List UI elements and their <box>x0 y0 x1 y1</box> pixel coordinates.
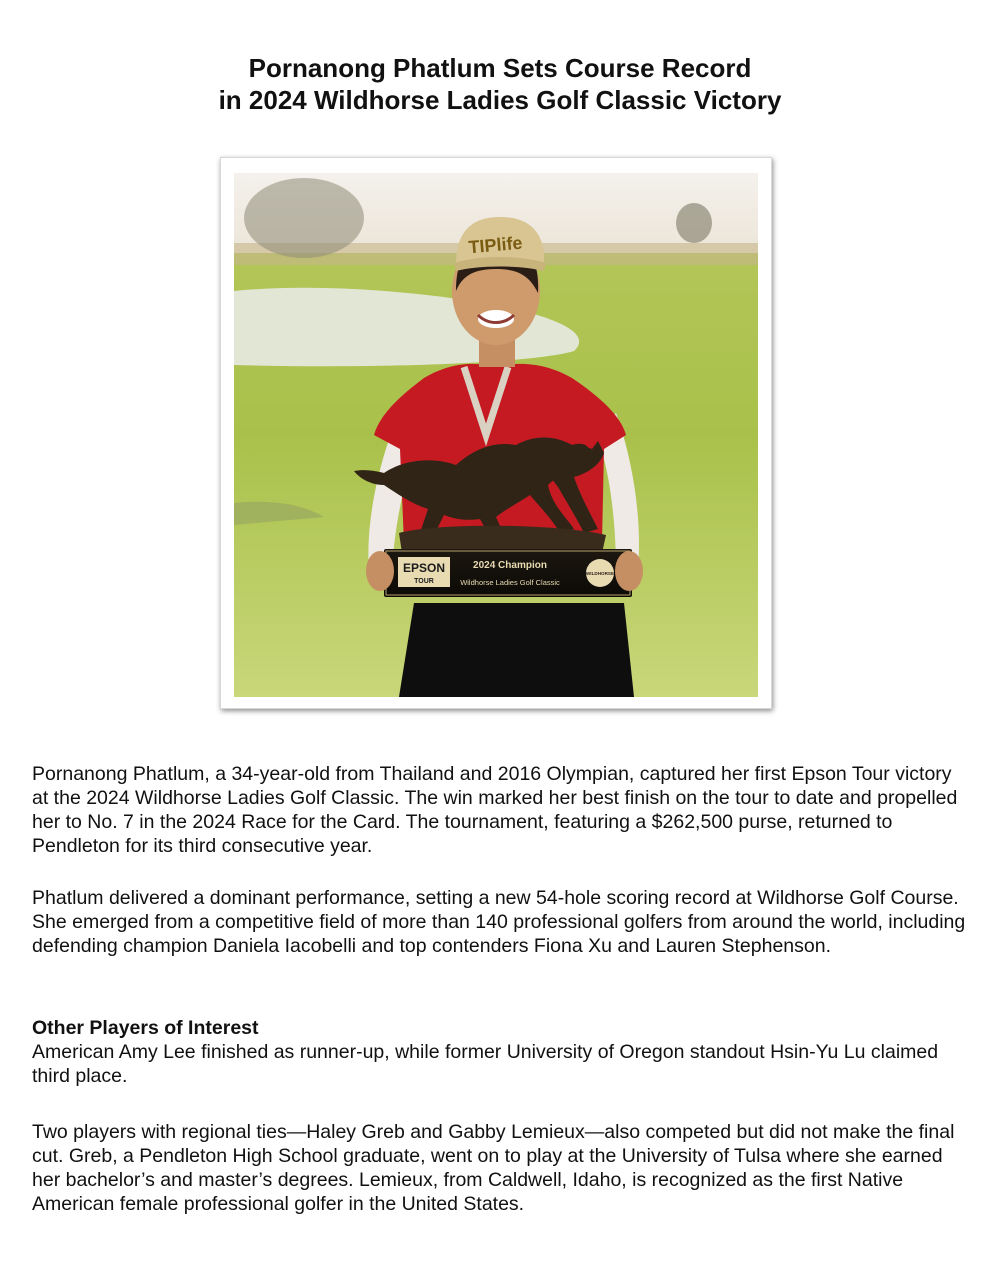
title-line-2: in 2024 Wildhorse Ladies Golf Classic Victory <box>218 85 782 115</box>
plaque-logo: WILDHORSE <box>585 571 615 576</box>
paragraph-intro: Pornanong Phatlum, a 34-year-old from Thailand and 2016 Olympian, captured her first Epson Tour victory at the 2024 Wildhorse Ladies Golf Classic. The win marked her best finish on the tour to date and propelled her to No. 7 in the 2024 Race for the Card. The tournament, featuring a $262,500 purse, returned to Pendleton for its third consecutive year. <box>32 763 958 857</box>
plaque-title: 2024 Champion <box>473 560 547 571</box>
paragraph-regional-ties: Two players with regional ties—Haley Greb and Gabby Lemieux—also competed but did not make the final cut. Greb, a Pendleton High School graduate, went on to play at the University of Tulsa where she earned her bachelor’s and master’s degrees. Lemieux, from Caldwell, Idaho, is recognized as the first Native American female professional golfer in the United States. <box>32 1121 955 1215</box>
plaque-event: Wildhorse Ladies Golf Classic <box>460 578 560 587</box>
article-body <box>32 762 972 858</box>
title-line-1: Pornanong Phatlum Sets Course Record <box>248 53 752 83</box>
paragraph-performance: Phatlum delivered a dominant performance, setting a new 54-hole scoring record at Wildhorse Golf Course. She emerged from a competitive field of more than 140 professional golfers from around the world, including defending champion Daniela Iacobelli and top contenders Fiona Xu and Lauren Stephenson. <box>32 887 966 957</box>
plaque-brand: EPSON <box>402 561 446 575</box>
champion-photo <box>234 173 758 697</box>
section-heading: Other Players of Interest <box>32 1017 259 1039</box>
plaque-brand-sub: TOUR <box>414 578 434 585</box>
article-body-4 <box>32 1120 972 1216</box>
article-body-3 <box>32 1016 972 1088</box>
photo-frame <box>220 157 772 709</box>
cap-logo-text: TIPlife <box>467 232 524 258</box>
article-body-2 <box>32 886 972 958</box>
article-title <box>0 52 1000 116</box>
paragraph-other-players: American Amy Lee finished as runner-up, while former University of Oregon standout Hsin-Yu Lu claimed third place. <box>32 1041 939 1087</box>
